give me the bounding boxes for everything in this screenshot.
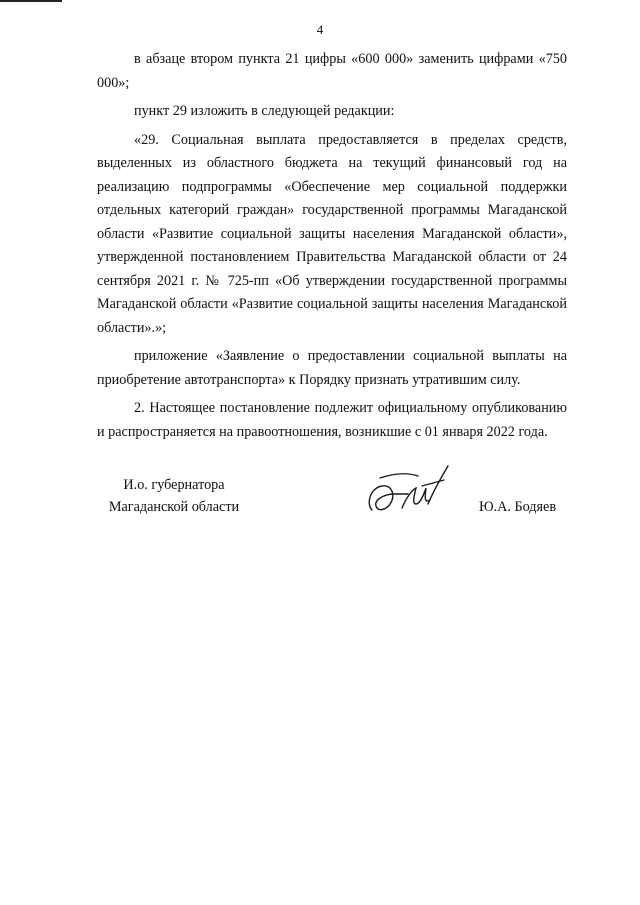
signer-name: Ю.А. Бодяев	[479, 499, 557, 515]
paragraph-3: «29. Социальная выплата предоставляется в пределах средств, выделенных из областного бюджета на текущий финансовый год на реализацию подпрограммы «Обеспечение мер социальной поддержки отдельных категорий граждан» государственной программы Магаданской области «Развитие социальной защиты населения Магаданской области», утвержденной постановлением Правительства Магаданской области от 24 сентября 2021 г. № 725-пп «Об утверждении государственной программы Магаданской области «Развитие социальной защиты населения Магаданской области».»;	[97, 131, 567, 336]
paragraph-1: в абзаце втором пункта 21 цифры «600 000» заменить цифрами «750 000»;	[97, 51, 567, 91]
signer-title-line-1: И.о. губернатора	[123, 477, 225, 493]
scan-edge-mark	[0, 0, 62, 2]
signer-title-line-2: Магаданской области	[108, 499, 240, 515]
page-number: 4	[316, 22, 324, 37]
signer-title	[104, 474, 244, 518]
handwritten-signature	[362, 464, 454, 520]
paragraph-4: приложение «Заявление о предоставлении социальной выплаты на приобретение автотранспорта» к Порядку признать утратившим силу.	[97, 348, 567, 388]
document-body	[97, 48, 567, 444]
paragraph-2: пункт 29 изложить в следующей редакции:	[134, 103, 395, 119]
signature-block	[0, 474, 640, 534]
paragraph-5: 2. Настоящее постановление подлежит официальному опубликованию и распространяется на правоотношения, возникшие с 01 января 2022 года.	[97, 400, 567, 440]
